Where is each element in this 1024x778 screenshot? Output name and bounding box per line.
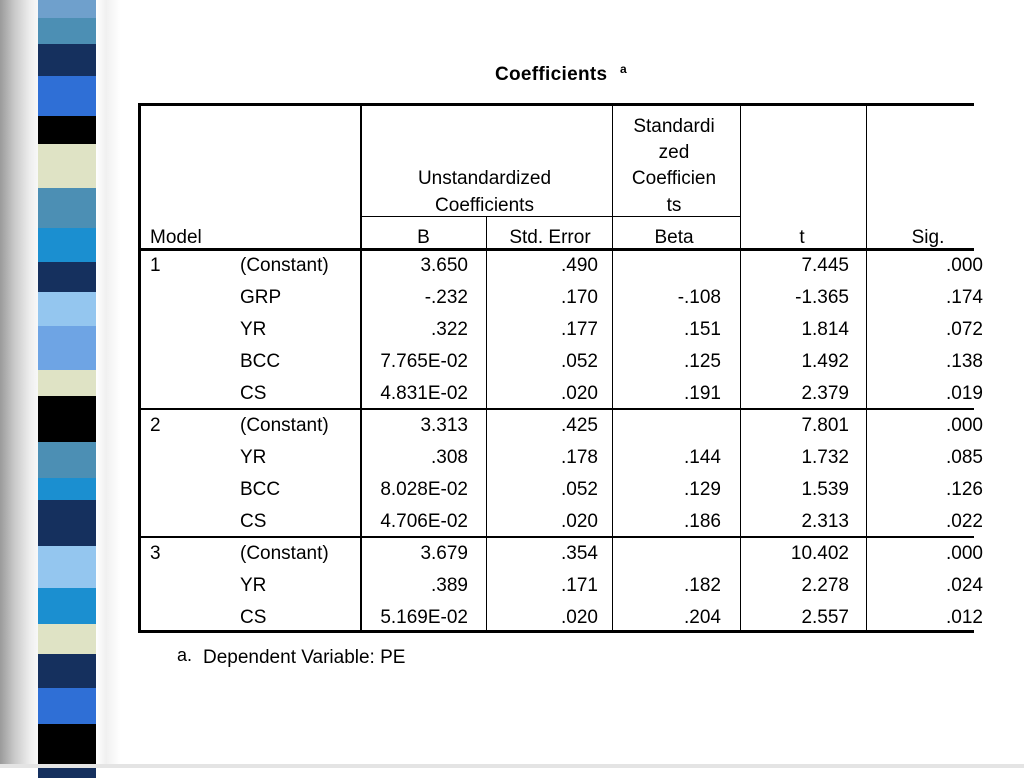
cell-beta: -.108: [677, 287, 721, 308]
cell-t: 7.801: [801, 415, 849, 436]
cell-sig: .019: [946, 383, 983, 404]
sig-cell-clip: [868, 319, 983, 343]
ribbon-band: [38, 370, 96, 396]
cell-se: .052: [561, 351, 598, 372]
col-divider-beta: [740, 103, 741, 633]
cell-sig: .072: [946, 319, 983, 340]
cell-var: (Constant): [240, 415, 329, 436]
ribbon-band: [38, 0, 96, 18]
model-divider-1: [138, 408, 974, 410]
cell-sig: .174: [946, 287, 983, 308]
cell-var: CS: [240, 607, 267, 628]
cell-b: .308: [431, 447, 468, 468]
ribbon-band: [38, 18, 96, 44]
cell-b: .389: [431, 575, 468, 596]
header-b: B: [417, 227, 430, 248]
table-bottom-border: [138, 630, 974, 633]
cell-var: CS: [240, 383, 267, 404]
footnote-text: Dependent Variable: PE: [203, 647, 406, 668]
cell-se: .490: [561, 255, 598, 276]
cell-beta: .151: [684, 319, 721, 340]
title-superscript: a: [620, 62, 627, 76]
cell-var: BCC: [240, 351, 281, 372]
ribbon-band: [38, 292, 96, 326]
cell-t: 2.278: [801, 575, 849, 596]
header-standardized-line1: Standardi: [633, 116, 715, 137]
sig-cell-clip: [868, 479, 983, 503]
header-t: t: [799, 227, 805, 248]
ribbon-band: [38, 396, 96, 442]
header-unstandardized-line2: Coefficients: [435, 195, 534, 216]
cell-t: 1.814: [801, 319, 849, 340]
cell-beta: .191: [684, 383, 721, 404]
cell-beta: .186: [684, 511, 721, 532]
sig-cell-clip: [868, 287, 983, 311]
sig-cell-clip: [868, 255, 983, 279]
cell-var: BCC: [240, 479, 281, 500]
footnote-mark: a.: [177, 645, 193, 665]
table-left-border: [138, 103, 141, 633]
model-number: 2: [150, 415, 161, 436]
cell-t: 2.557: [801, 607, 849, 628]
model-number: 3: [150, 543, 161, 564]
header-bottom-border: [138, 248, 974, 251]
cell-t: 1.539: [801, 479, 849, 500]
model-divider-2: [138, 536, 974, 538]
cell-sig: .024: [946, 575, 983, 596]
cell-t: 1.492: [801, 351, 849, 372]
sig-cell-clip: [868, 575, 983, 599]
cell-b: .322: [431, 319, 468, 340]
cell-sig: .126: [946, 479, 983, 500]
cell-b: 4.706E-02: [380, 511, 468, 532]
col-divider-t: [866, 103, 867, 633]
header-std-error: Std. Error: [509, 227, 591, 248]
cell-sig: .085: [946, 447, 983, 468]
header-standardized-line3: Coefficien: [631, 168, 717, 189]
model-number: 1: [150, 255, 161, 276]
cell-var: (Constant): [240, 255, 329, 276]
cell-b: 8.028E-02: [380, 479, 468, 500]
sig-cell-clip: [868, 543, 983, 567]
table-top-border: [138, 103, 974, 106]
cell-sig: .012: [946, 607, 983, 628]
ribbon-band: [38, 624, 96, 654]
col-divider-b: [486, 216, 487, 633]
cell-se: .177: [561, 319, 598, 340]
cell-beta: .125: [684, 351, 721, 372]
cell-sig: .000: [946, 415, 983, 436]
ribbon-band: [38, 442, 96, 478]
cell-se: .052: [561, 479, 598, 500]
ribbon-band: [38, 262, 96, 292]
cell-beta: .204: [684, 607, 721, 628]
sig-cell-clip: [868, 447, 983, 471]
header-model: Model: [150, 227, 202, 248]
bottom-edge: [0, 764, 1024, 768]
cell-se: .170: [561, 287, 598, 308]
cell-beta: .129: [684, 479, 721, 500]
header-group-divider: [361, 216, 741, 217]
cell-t: 2.379: [801, 383, 849, 404]
cell-se: .178: [561, 447, 598, 468]
ribbon-band: [38, 188, 96, 228]
cell-t: 2.313: [801, 511, 849, 532]
cell-var: YR: [240, 319, 267, 340]
cell-b: -.232: [424, 287, 468, 308]
ribbon-band: [38, 76, 96, 116]
cell-var: CS: [240, 511, 267, 532]
header-beta: Beta: [654, 227, 694, 248]
cell-sig: .000: [946, 255, 983, 276]
cell-t: 7.445: [801, 255, 849, 276]
cell-se: .020: [561, 511, 598, 532]
cell-b: 5.169E-02: [380, 607, 468, 628]
cell-se: .020: [561, 607, 598, 628]
header-sig: Sig.: [911, 227, 945, 248]
ribbon-band: [38, 654, 96, 688]
sig-cell-clip: [868, 415, 983, 439]
cell-se: .020: [561, 383, 598, 404]
sig-cell-clip: [868, 607, 983, 631]
cell-t: 10.402: [790, 543, 849, 564]
cell-t: -1.365: [795, 287, 849, 308]
cell-t: 1.732: [801, 447, 849, 468]
cell-b: 3.313: [420, 415, 468, 436]
table-title: Coefficients: [495, 64, 608, 85]
sig-cell-clip: [868, 351, 983, 375]
cell-var: GRP: [240, 287, 282, 308]
cell-var: (Constant): [240, 543, 329, 564]
cell-sig: .138: [946, 351, 983, 372]
cell-b: 3.650: [420, 255, 468, 276]
cell-var: YR: [240, 575, 267, 596]
cell-se: .171: [561, 575, 598, 596]
sig-cell-clip: [868, 383, 983, 407]
ribbon-band: [38, 228, 96, 262]
header-standardized-line4: ts: [666, 195, 682, 216]
cell-beta: .182: [684, 575, 721, 596]
ribbon-band: [38, 546, 96, 588]
cell-b: 4.831E-02: [380, 383, 468, 404]
cell-beta: .144: [684, 447, 721, 468]
cell-se: .354: [561, 543, 598, 564]
ribbon-band: [38, 116, 96, 144]
decorative-ribbon: [0, 0, 120, 768]
ribbon-band: [38, 144, 96, 188]
ribbon-band: [38, 688, 96, 724]
col-divider-se: [612, 103, 613, 633]
header-standardized-line2: zed: [658, 142, 690, 163]
ribbon-band: [38, 326, 96, 370]
sig-cell-clip: [868, 511, 983, 535]
ribbon-band: [38, 724, 96, 764]
ribbon-band: [38, 588, 96, 624]
cell-b: 7.765E-02: [380, 351, 468, 372]
cell-sig: .022: [946, 511, 983, 532]
cell-var: YR: [240, 447, 267, 468]
ribbon-band: [38, 500, 96, 546]
ribbon-band: [38, 478, 96, 500]
col-divider-model: [360, 103, 362, 633]
ribbon-strip: [38, 0, 96, 768]
header-unstandardized-line1: Unstandardized: [417, 168, 552, 189]
cell-b: 3.679: [420, 543, 468, 564]
cell-se: .425: [561, 415, 598, 436]
ribbon-band: [38, 44, 96, 76]
cell-sig: .000: [946, 543, 983, 564]
